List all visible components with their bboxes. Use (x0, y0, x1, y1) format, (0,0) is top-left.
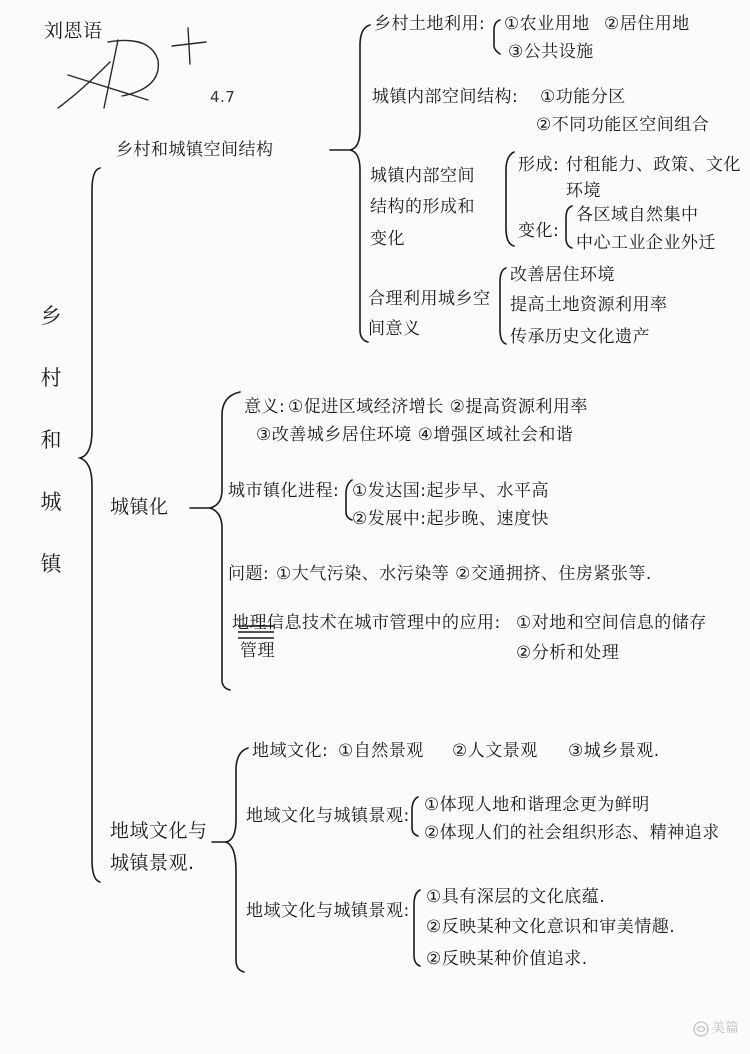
express-label: 地域文化与城镇景观: (246, 901, 410, 921)
culture-brace (226, 748, 248, 972)
root-char: 村 (40, 366, 62, 390)
rational-label: 合理利用城乡空 (368, 289, 491, 309)
land-use-item: ③公共设施 (508, 42, 594, 62)
reflect-item: ①体现人地和谐理念更为鲜明 (424, 795, 650, 815)
urbanization-brace (210, 392, 240, 690)
branch-urbanization-title: 城镇化 (110, 496, 169, 518)
express-brace (414, 890, 420, 966)
formation-brace (506, 152, 514, 246)
form-text: 付租能力、政策、文化 (566, 155, 741, 175)
landscape-item: ③城乡景观. (568, 741, 660, 761)
grade-score: 4.7 (210, 88, 236, 106)
express-item: ①具有深层的文化底蕴. (426, 887, 606, 907)
formation-label: 城镇内部空间 (370, 166, 475, 186)
land-use-label: 乡村土地利用: (374, 14, 486, 34)
branch-culture-title: 城镇景观. (110, 852, 195, 874)
form-text: 环境 (566, 181, 601, 201)
rational-item: 改善居住环境 (510, 265, 615, 285)
internal-item: ①功能分区 (540, 87, 626, 107)
root-char: 和 (40, 428, 62, 452)
watermark-text: 美篇 (712, 1021, 740, 1036)
internal-label: 城镇内部空间结构: (372, 87, 519, 107)
problems-label: 问题: (228, 564, 270, 584)
root-title (38, 285, 64, 595)
process-item: ①发达国:起步早、水平高 (352, 481, 549, 501)
rational-label: 间意义 (368, 319, 421, 339)
change-brace (566, 206, 572, 248)
problems-text: ①大气污染、水污染等 ②交通拥挤、住房紧张等. (276, 564, 652, 584)
root-char: 镇 (40, 552, 62, 576)
land-use-item: ②居住用地 (604, 14, 690, 34)
root-char: 乡 (40, 304, 62, 328)
meaning-line: ①促进区域经济增长 ②提高资源利用率 (288, 397, 588, 417)
internal-item: ②不同功能区空间组合 (536, 115, 710, 135)
reflect-label: 地域文化与城镇景观: (246, 806, 410, 826)
watermark-logo-icon (692, 1020, 710, 1038)
gis-label: 地理信息技术在城市管理中的应用: (232, 613, 501, 633)
gis-item: ①对地和空间信息的储存 (516, 613, 707, 633)
process-item: ②发展中:起步晚、速度快 (352, 509, 549, 529)
reflect-item: ②体现人们的社会组织形态、精神追求 (424, 823, 720, 843)
reflect-brace (412, 797, 418, 836)
branch-culture-title: 地域文化与 (110, 820, 208, 842)
form-label: 形成: (518, 155, 560, 175)
branch-spatial-title: 乡村和城镇空间结构 (116, 140, 274, 160)
formation-label: 变化 (370, 229, 405, 249)
express-item: ②反映某种价值追求. (426, 949, 588, 969)
spatial-brace (350, 25, 370, 342)
student-name: 刘恩语 (44, 20, 103, 42)
gis-item: ②分析和处理 (516, 643, 620, 663)
meaning-label: 意义: (244, 397, 286, 417)
rational-brace (500, 268, 506, 344)
rational-item: 提高土地资源利用率 (510, 295, 668, 315)
root-brace (80, 168, 100, 882)
landscape-item: ①自然景观 (338, 741, 424, 761)
change-text: 中心工业企业外迁 (576, 233, 716, 253)
change-text: 各区域自然集中 (576, 205, 699, 225)
process-label: 城市镇化进程: (228, 481, 340, 501)
meaning-line: ③改善城乡居住环境 ④增强区域社会和谐 (256, 425, 574, 445)
formation-label: 结构的形成和 (370, 197, 475, 217)
root-char: 城 (40, 490, 62, 514)
land-use-item: ①农业用地 (504, 14, 590, 34)
gis-item-continued: 管理 (240, 641, 275, 661)
express-item: ②反映某种文化意识和审美情趣. (426, 917, 676, 937)
landscape-label: 地域文化: (252, 741, 329, 761)
land-use-brace (494, 20, 500, 54)
landscape-item: ②人文景观 (452, 741, 538, 761)
change-label: 变化: (518, 221, 560, 241)
rational-item: 传承历史文化遗产 (510, 327, 650, 347)
